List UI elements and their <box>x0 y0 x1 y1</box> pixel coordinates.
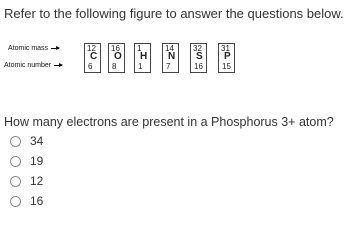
instructions-text: Refer to the following figure to answer the questions below. <box>4 6 344 21</box>
element-tile-oxygen <box>108 43 125 73</box>
radio-button[interactable] <box>10 196 21 207</box>
answer-option-label: 16 <box>30 194 44 208</box>
atomic-number: 7 <box>166 62 171 71</box>
atomic-number-label <box>4 62 62 69</box>
arrow-icon <box>54 65 62 66</box>
element-figure <box>4 40 244 80</box>
question-text: How many electrons are present in a Phosphorus 3+ atom? <box>4 115 334 129</box>
atomic-number: 16 <box>194 62 203 71</box>
atomic-number: 15 <box>222 62 231 71</box>
atomic-mass: 16 <box>111 44 120 53</box>
answer-options <box>10 131 43 211</box>
arrow-icon <box>51 48 59 49</box>
element-symbol: P <box>224 51 231 62</box>
atomic-mass: 14 <box>165 44 174 53</box>
element-tile-hydrogen <box>134 43 151 73</box>
answer-option-label: 19 <box>30 154 44 168</box>
radio-button[interactable] <box>10 156 21 167</box>
element-tile-nitrogen <box>162 43 179 73</box>
answer-option[interactable] <box>10 171 43 191</box>
atomic-mass: 31 <box>221 44 230 53</box>
atomic-mass: 32 <box>193 44 202 53</box>
atomic-number: 6 <box>88 62 93 71</box>
atomic-number: 1 <box>138 62 143 71</box>
element-symbol: N <box>168 51 176 62</box>
answer-option-label: 12 <box>30 174 44 188</box>
answer-option[interactable] <box>10 151 43 171</box>
atomic-mass: 1 <box>137 44 142 53</box>
atomic-number: 8 <box>112 62 117 71</box>
element-symbol: C <box>90 51 98 62</box>
atomic-mass: 12 <box>87 44 96 53</box>
atomic-mass-label-text: Atomic mass <box>8 45 49 52</box>
element-tile-carbon <box>84 43 101 73</box>
element-symbol: O <box>114 51 122 62</box>
answer-option-label: 34 <box>30 134 44 148</box>
atomic-number-label-text: Atomic number <box>4 62 52 69</box>
element-tile-sulfur <box>190 43 207 73</box>
answer-option[interactable] <box>10 191 43 211</box>
radio-button[interactable] <box>10 176 21 187</box>
atomic-mass-label <box>8 45 59 52</box>
radio-button[interactable] <box>10 136 21 147</box>
element-symbol: S <box>196 51 203 62</box>
element-tile-phosphorus <box>218 43 235 73</box>
element-symbol: H <box>140 51 148 62</box>
answer-option[interactable] <box>10 131 43 151</box>
